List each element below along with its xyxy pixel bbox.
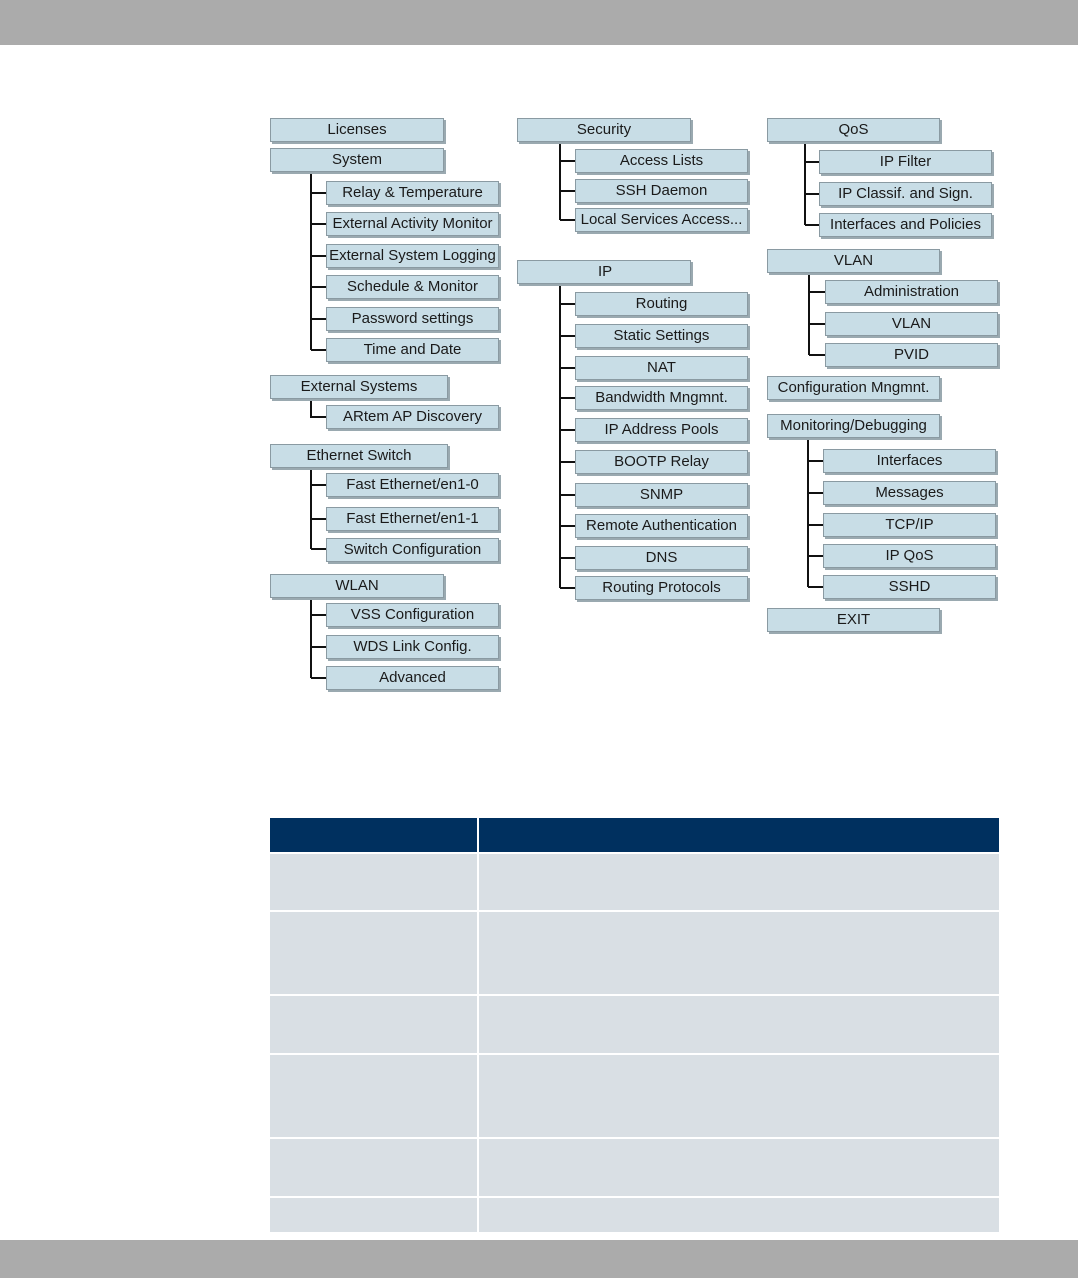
menu-ethernet-switch[interactable]: Ethernet Switch <box>270 444 448 468</box>
menu-qos[interactable]: QoS <box>767 118 940 142</box>
menu-item-ip-qos[interactable]: IP QoS <box>823 544 996 568</box>
menu-item-routing-protocols[interactable]: Routing Protocols <box>575 576 748 600</box>
menu-item-ip-address-pools[interactable]: IP Address Pools <box>575 418 748 442</box>
menu-item-bootp-relay[interactable]: BOOTP Relay <box>575 450 748 474</box>
menu-configuration-mngmnt[interactable]: Configuration Mngmnt. <box>767 376 940 400</box>
table-header-cell <box>270 818 479 852</box>
menu-item-vlan[interactable]: VLAN <box>825 312 998 336</box>
menu-item-interfaces[interactable]: Interfaces <box>823 449 996 473</box>
menu-item-bandwidth-mngmnt[interactable]: Bandwidth Mngmnt. <box>575 386 748 410</box>
menu-item-advanced[interactable]: Advanced <box>326 666 499 690</box>
menu-licenses[interactable]: Licenses <box>270 118 444 142</box>
menu-item-nat[interactable]: NAT <box>575 356 748 380</box>
menu-wlan[interactable]: WLAN <box>270 574 444 598</box>
menu-ip[interactable]: IP <box>517 260 691 284</box>
menu-item-password-settings[interactable]: Password settings <box>326 307 499 331</box>
menu-item-local-services-access[interactable]: Local Services Access... <box>575 208 748 232</box>
menu-vlan[interactable]: VLAN <box>767 249 940 273</box>
menu-item-interfaces-and-policies[interactable]: Interfaces and Policies <box>819 213 992 237</box>
menu-item-fast-ethernet-en1-1[interactable]: Fast Ethernet/en1-1 <box>326 507 499 531</box>
description-table <box>270 818 999 1232</box>
menu-item-dns[interactable]: DNS <box>575 546 748 570</box>
menu-monitoring-debugging[interactable]: Monitoring/Debugging <box>767 414 940 438</box>
menu-external-systems[interactable]: External Systems <box>270 375 448 399</box>
table-row <box>270 994 999 1053</box>
menu-item-wds-link-config[interactable]: WDS Link Config. <box>326 635 499 659</box>
menu-item-ip-filter[interactable]: IP Filter <box>819 150 992 174</box>
menu-item-switch-configuration[interactable]: Switch Configuration <box>326 538 499 562</box>
table-row <box>270 910 999 994</box>
menu-item-static-settings[interactable]: Static Settings <box>575 324 748 348</box>
table-header <box>270 818 999 852</box>
menu-item-routing[interactable]: Routing <box>575 292 748 316</box>
table-row <box>270 1053 999 1137</box>
menu-exit[interactable]: EXIT <box>767 608 940 632</box>
menu-item-remote-authentication[interactable]: Remote Authentication <box>575 514 748 538</box>
table-row <box>270 1196 999 1232</box>
menu-item-relay-temperature[interactable]: Relay & Temperature <box>326 181 499 205</box>
menu-item-artem-ap-discovery[interactable]: ARtem AP Discovery <box>326 405 499 429</box>
menu-item-schedule-monitor[interactable]: Schedule & Monitor <box>326 275 499 299</box>
menu-item-sshd[interactable]: SSHD <box>823 575 996 599</box>
table-row <box>270 852 999 910</box>
table-row <box>270 1137 999 1196</box>
menu-security[interactable]: Security <box>517 118 691 142</box>
menu-item-fast-ethernet-en1-0[interactable]: Fast Ethernet/en1-0 <box>326 473 499 497</box>
menu-item-messages[interactable]: Messages <box>823 481 996 505</box>
menu-item-tcp-ip[interactable]: TCP/IP <box>823 513 996 537</box>
menu-item-vss-configuration[interactable]: VSS Configuration <box>326 603 499 627</box>
menu-item-pvid[interactable]: PVID <box>825 343 998 367</box>
menu-item-external-activity-monitor[interactable]: External Activity Monitor <box>326 212 499 236</box>
menu-item-ip-classif-and-sign[interactable]: IP Classif. and Sign. <box>819 182 992 206</box>
menu-item-external-system-logging[interactable]: External System Logging <box>326 244 499 268</box>
menu-item-access-lists[interactable]: Access Lists <box>575 149 748 173</box>
menu-item-time-and-date[interactable]: Time and Date <box>326 338 499 362</box>
page-footer-bar <box>0 1240 1078 1278</box>
menu-item-administration[interactable]: Administration <box>825 280 998 304</box>
menu-item-ssh-daemon[interactable]: SSH Daemon <box>575 179 748 203</box>
menu-system[interactable]: System <box>270 148 444 172</box>
menu-item-snmp[interactable]: SNMP <box>575 483 748 507</box>
